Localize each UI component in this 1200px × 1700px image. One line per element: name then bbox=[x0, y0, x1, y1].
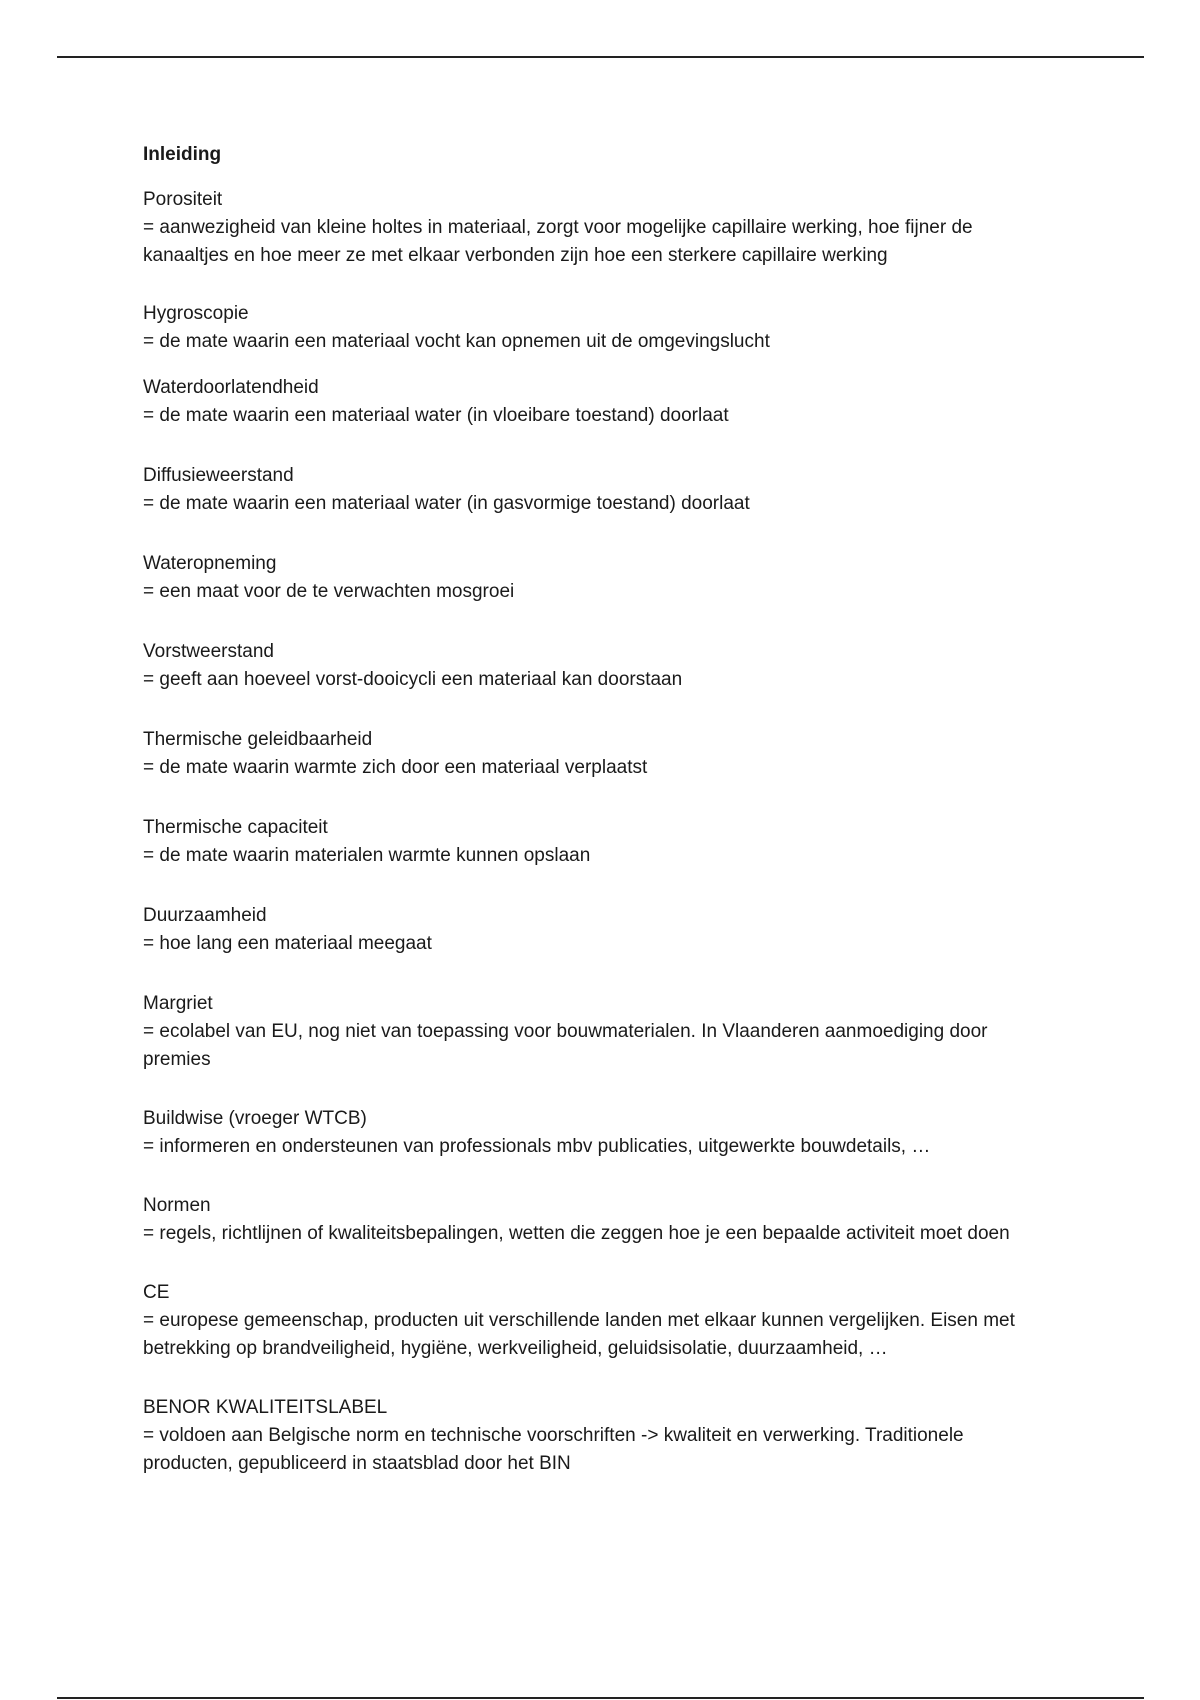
entry-term: Vorstweerstand bbox=[143, 641, 274, 662]
entry-definition: = voldoen aan Belgische norm en technische voorschriften -> kwaliteit en verwerking. Traditionele producten, gepubliceerd in staatsblad door het BIN bbox=[143, 1425, 964, 1474]
entry-term: Margriet bbox=[143, 993, 213, 1014]
entry-definition: = ecolabel van EU, nog niet van toepassing voor bouwmaterialen. In Vlaanderen aanmoediging door premies bbox=[143, 1021, 988, 1070]
footer-rule bbox=[57, 1697, 1144, 1699]
entry-definition: = geeft aan hoeveel vorst-dooicycli een materiaal kan doorstaan bbox=[143, 669, 683, 690]
entry-definition: = europese gemeenschap, producten uit verschillende landen met elkaar kunnen vergelijken. Eisen met betrekking op brandveiligheid, hygiëne, werkveiligheid, geluidsisolatie, duurzaamheid, … bbox=[143, 1310, 1015, 1359]
entry-term: Thermische geleidbaarheid bbox=[143, 729, 373, 750]
entry-normen bbox=[143, 1192, 1043, 1248]
header-rule bbox=[57, 56, 1144, 58]
entry-term: BENOR KWALITEITSLABEL bbox=[143, 1397, 388, 1418]
entry-thermische-capaciteit bbox=[143, 814, 1043, 870]
entry-definition: = de mate waarin materialen warmte kunnen opslaan bbox=[143, 845, 591, 866]
entry-ce bbox=[143, 1279, 1043, 1363]
entry-term: Thermische capaciteit bbox=[143, 817, 328, 838]
entry-hygroscopie bbox=[143, 300, 1043, 356]
entry-definition: = hoe lang een materiaal meegaat bbox=[143, 933, 432, 954]
entry-porositeit bbox=[143, 186, 1043, 270]
entry-term: Hygroscopie bbox=[143, 303, 249, 324]
entry-term: Waterdoorlatendheid bbox=[143, 377, 319, 398]
entry-margriet bbox=[143, 990, 1043, 1074]
section-heading: Inleiding bbox=[143, 144, 222, 165]
entry-definition: = aanwezigheid van kleine holtes in materiaal, zorgt voor mogelijke capillaire werking, hoe fijner de kanaaltjes en hoe meer ze met elkaar verbonden zijn hoe een sterkere capillaire werking bbox=[143, 217, 973, 266]
entry-thermische-geleidbaarheid bbox=[143, 726, 1043, 782]
entry-wateropneming bbox=[143, 550, 1043, 606]
entry-term: Porositeit bbox=[143, 189, 223, 210]
entry-buildwise bbox=[143, 1105, 1043, 1161]
entry-term: CE bbox=[143, 1282, 170, 1303]
entry-term: Wateropneming bbox=[143, 553, 277, 574]
entry-term: Duurzaamheid bbox=[143, 905, 267, 926]
entry-definition: = een maat voor de te verwachten mosgroei bbox=[143, 581, 515, 602]
entry-definition: = de mate waarin een materiaal water (in gasvormige toestand) doorlaat bbox=[143, 493, 750, 514]
entry-definition: = informeren en ondersteunen van professionals mbv publicaties, uitgewerkte bouwdetails, … bbox=[143, 1136, 931, 1157]
entry-benor-kwaliteitslabel bbox=[143, 1394, 1043, 1478]
entry-definition: = de mate waarin warmte zich door een materiaal verplaatst bbox=[143, 757, 648, 778]
entry-definition: = de mate waarin een materiaal water (in vloeibare toestand) doorlaat bbox=[143, 405, 729, 426]
entry-waterdoorlatendheid bbox=[143, 374, 1043, 430]
entry-term: Diffusieweerstand bbox=[143, 465, 294, 486]
entry-term: Normen bbox=[143, 1195, 211, 1216]
entry-definition: = de mate waarin een materiaal vocht kan opnemen uit de omgevingslucht bbox=[143, 331, 770, 352]
entry-duurzaamheid bbox=[143, 902, 1043, 958]
entry-diffusieweerstand bbox=[143, 462, 1043, 518]
entry-vorstweerstand bbox=[143, 638, 1043, 694]
entry-definition: = regels, richtlijnen of kwaliteitsbepalingen, wetten die zeggen hoe je een bepaalde activiteit moet doen bbox=[143, 1223, 1010, 1244]
document-body bbox=[143, 143, 1043, 1478]
entry-term: Buildwise (vroeger WTCB) bbox=[143, 1108, 367, 1129]
